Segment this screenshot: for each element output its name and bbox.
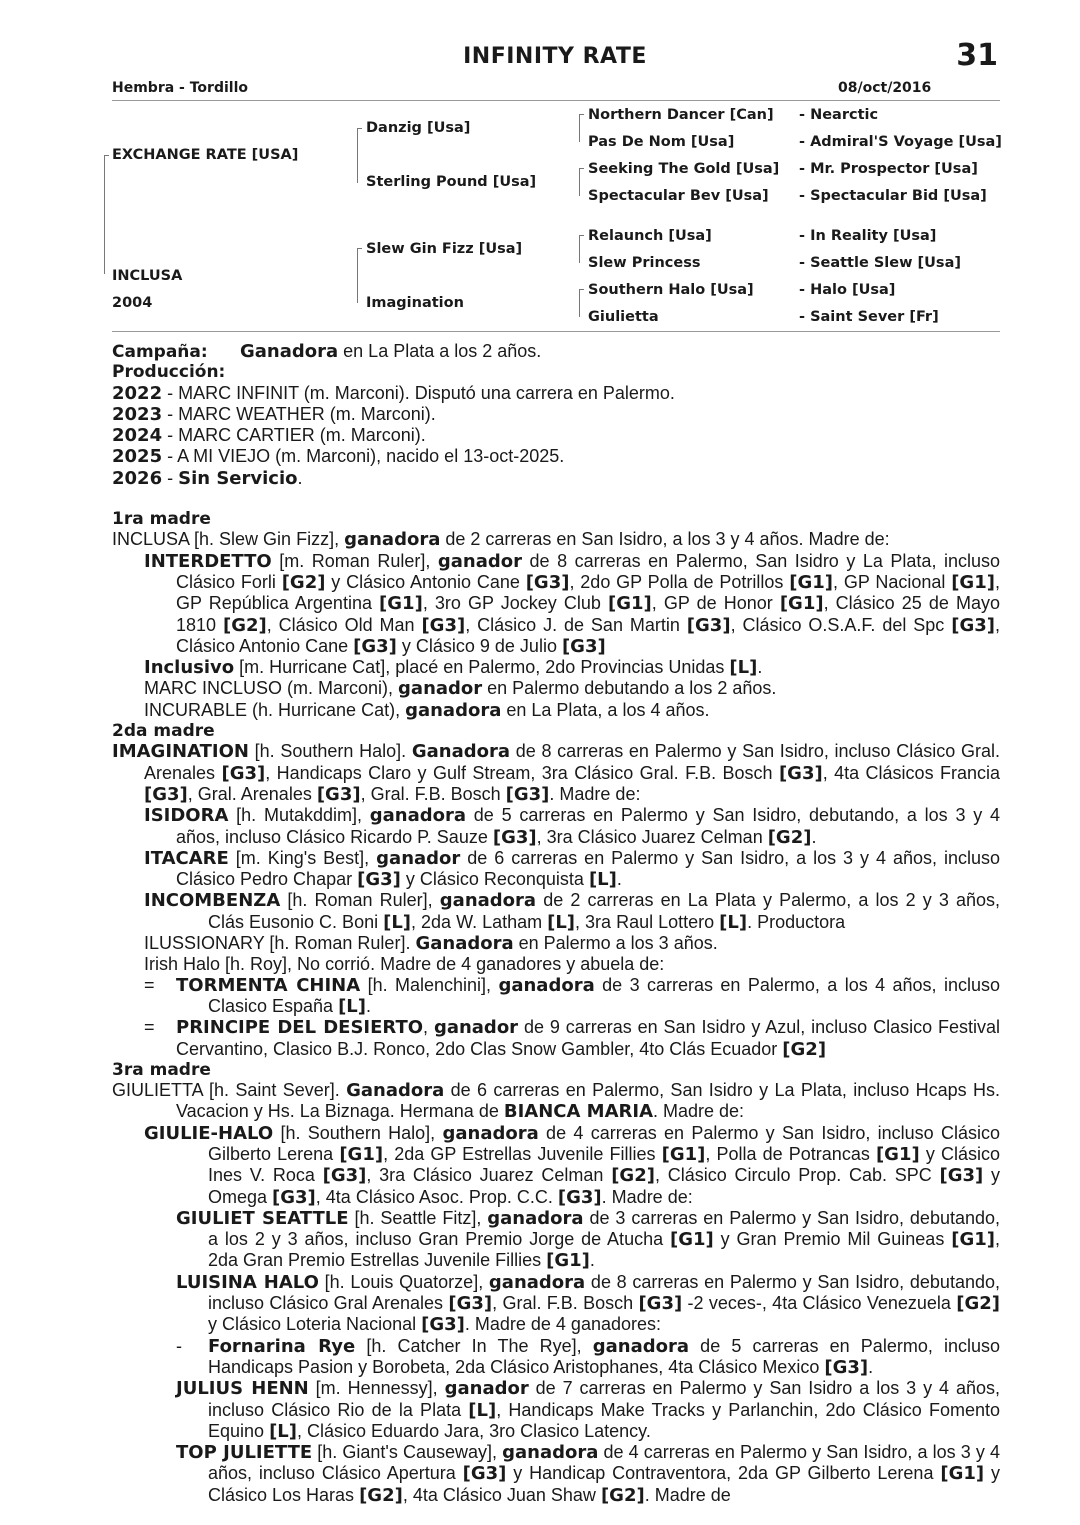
pedigree-gen4: - In Reality [Usa]	[799, 228, 937, 244]
pedigree-bracket	[579, 235, 584, 263]
pedigree-dam: INCLUSA	[112, 268, 183, 284]
pedigree-bracket	[357, 128, 362, 183]
pedigree-sire-sire: Danzig [Usa]	[366, 120, 471, 136]
pedigree-sire-dam: Sterling Pound [Usa]	[366, 174, 537, 190]
pedigree-gen3: Slew Princess	[588, 255, 701, 271]
pedigree-gen4: - Spectacular Bid [Usa]	[799, 188, 987, 204]
pedigree-dam-sire: Slew Gin Fizz [Usa]	[366, 241, 523, 257]
section-heading-first-dam: 1ra madre	[112, 509, 211, 530]
birth-date: 08/oct/2016	[838, 80, 932, 96]
section-heading-third-dam: 3ra madre	[112, 1059, 211, 1080]
pedigree-bracket	[579, 114, 584, 142]
pedigree-gen3: Northern Dancer [Can]	[588, 107, 774, 123]
page-title: INFINITY RATE	[463, 44, 647, 69]
pedigree-sire: EXCHANGE RATE [USA]	[112, 147, 299, 163]
production-item: 2025 - A MI VIEJO (m. Marconi), nacido el 13-oct-2025.	[112, 446, 565, 468]
dam-entry: GIULIETTA [h. Saint Sever]. Ganadora de 6 carreras en Palermo, San Isidro y La Plata, incluso Hcaps Hs. Vacacion y Hs. La Biznaga. Hermana de BIANCA MARIA. Madre de:	[112, 1080, 1000, 1123]
grandproduce-entry: TOP JULIETTE [h. Giant's Causeway], ganadora de 4 carreras en Palermo y San Isidro, a los 3 y 4 años, incluso Clásico Apertura [G3] y Handicap Contraventora, 2da GP Gilberto Lerena [G1] y Clásico Los Haras [G2], 4ta Clásico Juan Shaw [G2]. Madre de	[176, 1442, 1000, 1506]
pedigree-divider	[112, 331, 1000, 332]
pedigree-gen3: Southern Halo [Usa]	[588, 282, 754, 298]
pedigree-dam-dam: Imagination	[366, 295, 464, 311]
catalog-body	[112, 341, 1000, 1506]
produce-entry: ISIDORA [h. Mutakddim], ganadora de 5 carreras en Palermo y San Isidro, debutando, a los 3 y 4 años, incluso Clásico Ricardo P. Sauze [G3], 3ra Clásico Juarez Celman [G2].	[144, 805, 1000, 848]
produce-entry: GIULIE-HALO [h. Southern Halo], ganadora de 4 carreras en Palermo y San Isidro, incluso Clásico Gilberto Lerena [G1], 2da GP Estrellas Juvenile Fillies [G1], Polla de Potrancas [G1] y Clásico Ines V. Roca [G3], 3ra Clásico Juarez Celman [G2], Clásico Circulo Prop. Cab. SPC [G3] y Omega [G3], 4ta Clásico Asoc. Prop. C.C. [G3]. Madre de:	[144, 1122, 1000, 1208]
grandproduce-entry: = TORMENTA CHINA [h. Malenchini], ganadora de 3 carreras en Palermo, a los 4 años, incluso Clasico España [L].	[144, 974, 1000, 1017]
section-heading-second-dam: 2da madre	[112, 721, 215, 742]
produce-entry: INCOMBENZA [h. Roman Ruler], ganadora de 2 carreras en La Plata y Palermo, a los 2 y 3 años, Clás Eusonio C. Boni [L], 2da W. Latham [L], 3ra Raul Lottero [L]. Productora	[144, 890, 1000, 933]
pedigree-gen4: - Mr. Prospector [Usa]	[799, 161, 978, 177]
dam-entry: IMAGINATION [h. Southern Halo]. Ganadora de 8 carreras en Palermo y San Isidro, incluso Clásico Gral. Arenales [G3], Handicaps Claro y Gulf Stream, 3ra Clásico Gral. F.B. Bosch [G3], 4ta Clásicos Francia [G3], Gral. Arenales [G3], Gral. F.B. Bosch [G3]. Madre de:	[112, 741, 1001, 805]
produce-entry: Inclusivo [m. Hurricane Cat], placé en Palermo, 2do Provincias Unidas [L].	[144, 657, 763, 679]
grandproduce-entry: LUISINA HALO [h. Louis Quatorze], ganadora de 8 carreras en Palermo y San Isidro, debutando, incluso Clásico Gral Arenales [G3], Gral. F.B. Bosch [G3] -2 veces-, 4ta Clásico Venezuela [G2] y Clásico Loteria Nacional [G3]. Madre de 4 ganadores:	[176, 1271, 1001, 1336]
produce-entry: Irish Halo [h. Roy], No corrió. Madre de 4 ganadores y abuela de:	[144, 954, 665, 975]
grandproduce-entry: GIULIET SEATTLE [h. Seattle Fitz], ganadora de 3 carreras en Palermo y San Isidro, debutando, a los 2 y 3 años, incluso Gran Premio Jorge de Atucha [G1] y Gran Premio Mil Guineas [G1], 2da Gran Premio Estrellas Juvenile Fillies [G1].	[176, 1207, 1001, 1272]
production-heading: Producción:	[112, 362, 226, 383]
pedigree-gen4: - Admiral'S Voyage [Usa]	[799, 134, 1002, 150]
produce-entry: INCURABLE (h. Hurricane Cat), ganadora en La Plata, a los 4 años.	[144, 699, 710, 721]
pedigree-gen3: Giulietta	[588, 309, 659, 325]
pedigree-gen4: - Halo [Usa]	[799, 282, 896, 298]
top-divider	[112, 100, 1000, 101]
pedigree-gen3: Spectacular Bev [Usa]	[588, 188, 769, 204]
grandproduce-entry: = PRINCIPE DEL DESIERTO, ganador de 9 carreras en San Isidro y Azul, incluso Clasico Festival Cervantino, Clasico B.J. Ronco, 2do Clas Snow Gambler, 4to Clás Ecuador [G2]	[144, 1017, 1000, 1060]
production-item: 2023 - MARC WEATHER (m. Marconi).	[112, 403, 436, 425]
page-number: 31	[956, 38, 998, 73]
pedigree-dam-year: 2004	[112, 295, 153, 311]
production-item: 2026 - Sin Servicio.	[112, 467, 303, 489]
pedigree-gen3: Seeking The Gold [Usa]	[588, 161, 780, 177]
grandproduce-entry: JULIUS HENN [m. Hennessy], ganador de 7 carreras en Palermo y San Isidro a los 3 y 4 años, incluso Clásico Rio de la Plata [L], Handicaps Make Tracks y Parlanchin, 2do Clásico Fomento Equino [L], Clásico Eduardo Jara, 3ro Clasico Latency.	[176, 1378, 1000, 1442]
pedigree-gen3: Pas De Nom [Usa]	[588, 134, 735, 150]
pedigree-bracket	[579, 289, 584, 317]
pedigree-bracket	[357, 248, 362, 303]
pedigree-bracket	[579, 168, 584, 196]
pedigree-gen4: - Saint Sever [Fr]	[799, 309, 939, 325]
dam-entry: INCLUSA [h. Slew Gin Fizz], ganadora de 2 carreras en San Isidro, a los 3 y 4 años. Madre de:	[112, 529, 890, 551]
production-item: 2022 - MARC INFINIT (m. Marconi). Disputó una carrera en Palermo.	[112, 382, 675, 404]
produce-entry: INTERDETTO [m. Roman Ruler], ganador de 8 carreras en Palermo, San Isidro y La Plata, incluso Clásico Forli [G2] y Clásico Antonio Cane [G3], 2do GP Polla de Potrillos [G1], GP Nacional [G1], GP República Argentina [G1], 3ro GP Jockey Club [G1], GP de Honor [G1], Clásico 25 de Mayo 1810 [G2], Clásico Old Man [G3], Clásico J. de San Martin [G3], Clásico O.S.A.F. del Spc [G3], Clásico Antonio Cane [G3] y Clásico 9 de Julio [G3]	[144, 550, 1001, 657]
produce-entry: ITACARE [m. King's Best], ganador de 6 carreras en Palermo y San Isidro, a los 3 y 4 años, incluso Clásico Pedro Chapar [G3] y Clásico Reconquista [L].	[144, 847, 1000, 891]
pedigree-gen4: - Seattle Slew [Usa]	[799, 255, 961, 271]
campaign-line: Campaña: Ganadora en La Plata a los 2 años.	[112, 341, 542, 362]
sex-color: Hembra - Tordillo	[112, 80, 248, 96]
produce-entry: ILUSSIONARY [h. Roman Ruler]. Ganadora en Palermo a los 3 años.	[144, 933, 718, 955]
greatgrandproduce-entry: - Fornarina Rye [h. Catcher In The Rye], ganadora de 5 carreras en Palermo, incluso Handicaps Pasion y Borobeta, 2da Clásico Aristophanes, 4ta Clásico Mexico [G3].	[176, 1335, 1000, 1378]
pedigree-gen3: Relaunch [Usa]	[588, 228, 712, 244]
pedigree-bracket	[104, 155, 109, 274]
produce-entry: MARC INCLUSO (m. Marconi), ganador en Palermo debutando a los 2 años.	[144, 678, 777, 700]
production-item: 2024 - MARC CARTIER (m. Marconi).	[112, 425, 426, 447]
pedigree-gen4: - Nearctic	[799, 107, 879, 123]
